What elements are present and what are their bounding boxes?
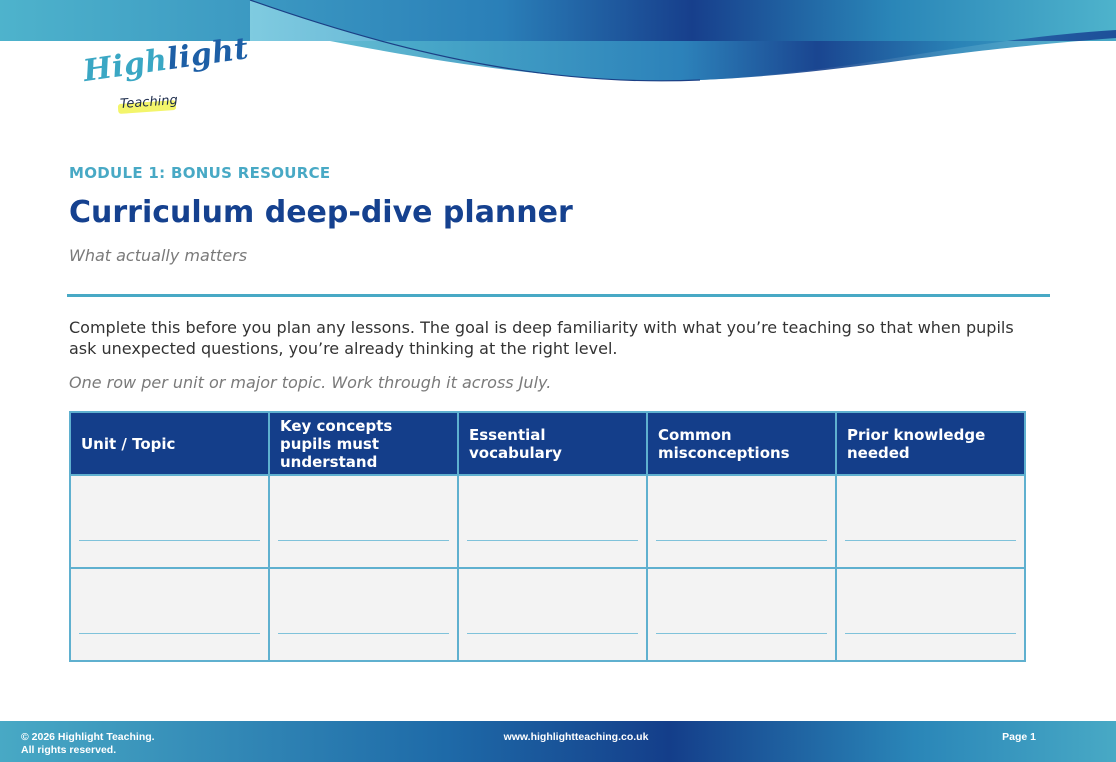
planner-table xyxy=(69,411,1026,662)
table-cell-input[interactable] xyxy=(458,568,647,661)
logo-subtext: Teaching xyxy=(119,93,179,112)
table-cell-input[interactable] xyxy=(269,568,458,661)
column-header: Essential vocabulary xyxy=(458,412,647,475)
column-header: Key concepts pupils must understand xyxy=(269,412,458,475)
column-header: Common misconceptions xyxy=(647,412,836,475)
writing-line xyxy=(467,540,638,541)
writing-line xyxy=(278,540,449,541)
table-row xyxy=(70,475,1025,568)
table-cell-input[interactable] xyxy=(836,475,1025,568)
footer-website-link[interactable]: www.highlightteaching.co.uk xyxy=(503,731,649,743)
writing-line xyxy=(467,633,638,634)
writing-line xyxy=(278,633,449,634)
writing-line xyxy=(79,633,260,634)
page-number: Page 1 xyxy=(1002,731,1036,743)
logo-script-part-1: High xyxy=(81,42,170,89)
table-cell-input[interactable] xyxy=(647,475,836,568)
table-cell-input[interactable] xyxy=(458,475,647,568)
logo-script-part-2: light xyxy=(164,31,251,78)
writing-line xyxy=(845,540,1016,541)
writing-line xyxy=(845,633,1016,634)
table-cell-input[interactable] xyxy=(647,568,836,661)
writing-line xyxy=(79,540,260,541)
page-footer xyxy=(0,721,1116,762)
page-title: Curriculum deep-dive planner xyxy=(69,195,573,230)
table-row xyxy=(70,568,1025,661)
highlight-teaching-logo xyxy=(80,31,251,122)
table-cell-input[interactable] xyxy=(70,475,269,568)
table-header-row xyxy=(70,412,1025,475)
copyright-line-2: All rights reserved. xyxy=(21,744,117,756)
module-label: MODULE 1: BONUS RESOURCE xyxy=(69,164,331,182)
page-subtitle: What actually matters xyxy=(69,246,248,265)
column-header: Prior knowledge needed xyxy=(836,412,1025,475)
table-cell-input[interactable] xyxy=(836,568,1025,661)
writing-line xyxy=(656,540,827,541)
intro-paragraph: Complete this before you plan any lessons. The goal is deep familiarity with what you’re teaching so that when pupils ask unexpected questions, you’re already thinking at the right level. xyxy=(69,318,1014,358)
copyright-line-1: © 2026 Highlight Teaching. xyxy=(21,731,155,743)
writing-line xyxy=(656,633,827,634)
instruction-note: One row per unit or major topic. Work through it across July. xyxy=(69,373,552,392)
table-cell-input[interactable] xyxy=(269,475,458,568)
table-cell-input[interactable] xyxy=(70,568,269,661)
section-divider xyxy=(67,294,1050,297)
column-header: Unit / Topic xyxy=(70,412,269,475)
